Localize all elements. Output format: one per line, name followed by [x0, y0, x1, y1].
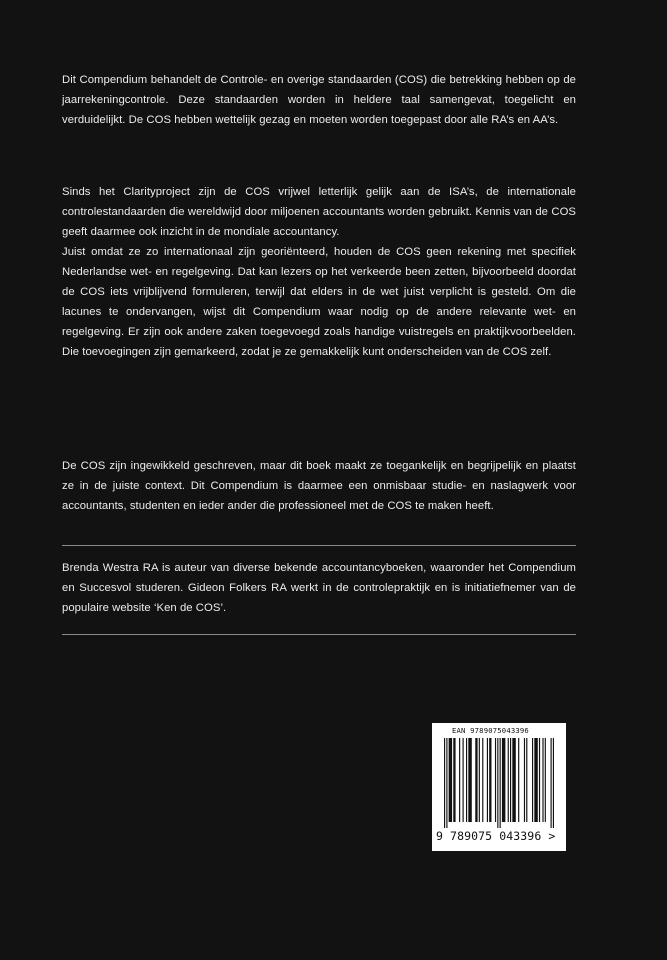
barcode-bar: [545, 738, 546, 822]
barcode-bar: [449, 738, 452, 822]
barcode-bar: [534, 738, 537, 822]
barcode-bar: [510, 738, 511, 822]
paragraph-text: Brenda Westra RA is auteur van diverse bekende accountancyboeken, waaronder het Compendium en Succesvol studeren. Gideon Folkers RA werkt in de controlepraktijk en is initiatiefnemer van de populaire website ‘Ken de COS’.: [62, 562, 576, 614]
barcode-bar: [518, 738, 519, 822]
barcode-bar: [526, 738, 527, 822]
barcode-label: [432, 723, 566, 851]
paragraph-text: Juist omdat ze zo internationaal zijn georiënteerd, houden de COS geen rekening met specifiek Nederlandse wet- en regelgeving. Dat kan lezers op het verkeerde been zetten, bijvoorbeeld doordat de COS iets vrijblijvend formuleren, terwijl dat elders in de wet juist verplicht is gesteld. Om die lacunes te ondervangen, wijst dit Compendium waar nodig op de andere relevante wet- en regelgeving. Er zijn ook andere zaken toegevoegd zoals handige vuistregels en praktijkvoorbeelden. Die toevoegingen zijn gemarkeerd, zodat je ze gemakkelijk kunt onderscheiden van de COS zelf.: [62, 246, 576, 358]
paragraph-text: Dit Compendium behandelt de Controle- en overige standaarden (COS) die betrekking hebben op de jaarrekeningcontrole. Deze standaarden worden in heldere taal samengevat, toegelicht en verduidelijkt. De COS hebben wettelijk gezag en moeten worden toegepast door alle RA’s en AA’s.: [62, 74, 576, 126]
barcode-bar: [479, 738, 480, 822]
barcode-image: [444, 738, 554, 828]
barcode-guard-bar: [497, 738, 498, 828]
barcode-bar: [512, 738, 515, 822]
barcode-guard-bar: [444, 738, 445, 828]
barcode-bar: [482, 738, 483, 822]
barcode-bar: [489, 738, 491, 822]
barcode-bar: [508, 738, 509, 822]
barcode-bar: [466, 738, 467, 822]
barcode-bar: [502, 738, 505, 822]
barcode-bar: [539, 738, 540, 822]
author-bio: [62, 558, 576, 618]
paragraph-text: Sinds het Clarityproject zijn de COS vrijwel letterlijk gelijk aan de ISA’s, de internationale controlestandaarden die wereldwijd door miljoenen accountants worden gebruikt. Kennis van de COS geeft daarmee ook inzicht in de mondiale accountancy.: [62, 186, 576, 238]
context-paragraph: [62, 242, 576, 362]
barcode-bar: [453, 738, 455, 822]
barcode-bar: [487, 738, 488, 822]
barcode-digits: 9 789075 043396 >: [436, 829, 556, 843]
barcode-bar: [468, 738, 471, 822]
divider-top: [62, 545, 576, 546]
barcode-guard-bar: [446, 738, 447, 828]
ean-text: EAN 9789075043396: [452, 726, 529, 735]
barcode-guard-bar: [500, 738, 501, 828]
barcode-bar: [475, 738, 477, 822]
barcode-bar: [524, 738, 525, 822]
barcode-guard-bar: [551, 738, 552, 828]
summary-paragraph: [62, 456, 576, 516]
intro-paragraph: [62, 70, 576, 130]
barcode-bar: [459, 738, 460, 822]
paragraph-text: De COS zijn ingewikkeld geschreven, maar dit boek maakt ze toegankelijk en begrijpelijk en plaatst ze in de juiste context. Dit Compendium is daarmee een onmisbaar studie- en naslagwerk voor accountants, studenten en ieder ander die professioneel met de COS te maken heeft.: [62, 460, 576, 512]
divider-bottom: [62, 634, 576, 635]
barcode-guard-bar: [553, 738, 554, 828]
barcode-bar: [463, 738, 464, 822]
barcode-bar: [532, 738, 533, 822]
barcode-bar: [542, 738, 543, 822]
barcode-bar: [495, 738, 496, 822]
clarity-paragraph: [62, 182, 576, 242]
